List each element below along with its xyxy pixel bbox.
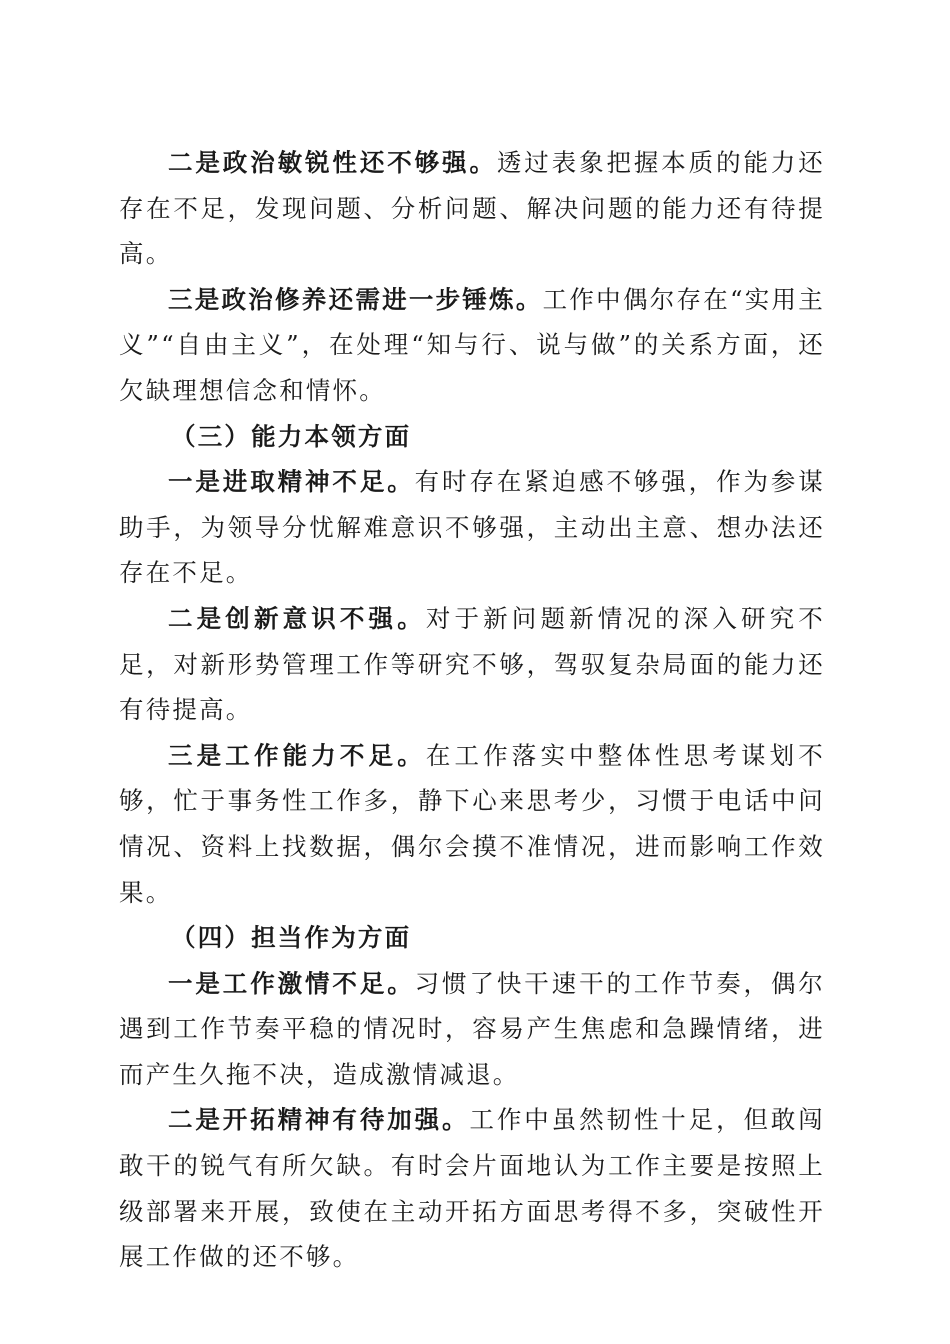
paragraph-lead: 一是进取精神不足。 <box>168 467 415 497</box>
paragraph <box>119 596 825 733</box>
paragraph-lead: 二是政治敏锐性还不够强。 <box>168 148 497 177</box>
paragraph-lead: 二是开拓精神有待加强。 <box>168 1105 470 1135</box>
paragraph <box>119 1097 825 1279</box>
paragraph-text: 在工作落实中整体性思考谋划不够，忙于事务性工作多，静下心来思考少，习惯于电话中问情况、资料上找数据，偶尔会摸不准情况，进而影响工作效果。 <box>119 740 825 907</box>
paragraph-lead: 二是创新意识不强。 <box>168 603 426 633</box>
paragraph-text: 透过表象把握本质的能力还存在不足，发现问题、分析问题、解决问题的能力还有待提高。 <box>119 148 825 269</box>
paragraph <box>119 961 825 1098</box>
section-heading-ability: （三）能力本领方面 <box>171 421 412 451</box>
section-heading-responsibility: （四）担当作为方面 <box>171 923 412 953</box>
paragraph-lead: 三是政治修养还需进一步锤炼。 <box>168 284 543 314</box>
paragraph-lead: 一是工作激情不足。 <box>168 968 415 998</box>
paragraph-text: 习惯了快干速干的工作节奏，偶尔遇到工作节奏平稳的情况时，容易产生焦虑和急躁情绪，进而产生久拖不决，造成激情减退。 <box>119 968 825 1089</box>
paragraph-text: 工作中偶尔存在“实用主义”“自由主义”，在处理“知与行、说与做”的关系方面，还欠缺理想信念和情怀。 <box>119 284 825 405</box>
paragraph-text: 工作中虽然韧性十足，但敢闯敢干的锐气有所欠缺。有时会片面地认为工作主要是按照上级部署来开展，致使在主动开拓方面思考得不多，突破性开展工作做的还不够。 <box>119 1105 825 1272</box>
paragraph-text: 对于新问题新情况的深入研究不足，对新形势管理工作等研究不够，驾驭复杂局面的能力还有待提高。 <box>119 603 825 725</box>
document-body <box>119 140 825 1280</box>
paragraph <box>119 140 825 277</box>
paragraph <box>119 277 825 414</box>
paragraph <box>119 459 825 596</box>
paragraph-text: 有时存在紧迫感不够强，作为参谋助手，为领导分忧解难意识不够强，主动出主意、想办法还存在不足。 <box>119 467 825 588</box>
paragraph <box>119 733 825 915</box>
paragraph-lead: 三是工作能力不足。 <box>168 740 426 770</box>
